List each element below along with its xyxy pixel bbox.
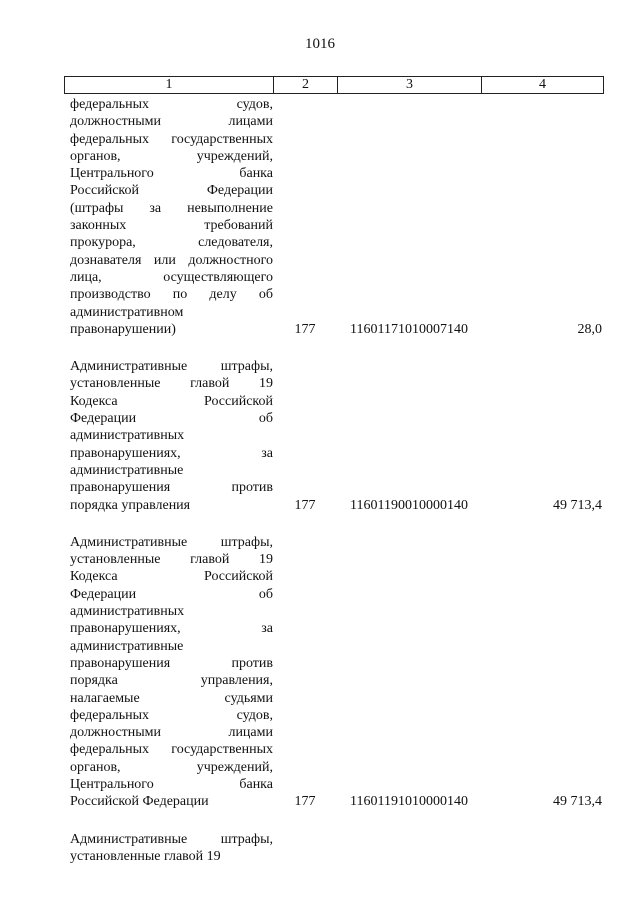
column-header-3: 3	[338, 77, 482, 93]
table-row	[64, 831, 604, 866]
description-line: правонарушениях, за	[70, 445, 273, 461]
description-line: правонарушении)	[70, 321, 176, 337]
row-admin-code: 177	[294, 497, 316, 513]
row-budget-code: 11601190010000140	[350, 497, 468, 513]
description-line: федеральных государственных	[70, 742, 273, 758]
description-line: порядка управления,	[70, 673, 273, 689]
description-line: административном	[70, 304, 184, 320]
description-line: прокурора, следователя,	[70, 235, 273, 251]
description-line: Административные штрафы,	[70, 359, 273, 375]
row-amount: 49 713,4	[553, 794, 602, 810]
description-line: правонарушения против	[70, 655, 273, 671]
description-line: Федерации об	[70, 411, 273, 427]
row-description	[70, 534, 273, 811]
description-line: Кодекса Российской	[70, 393, 273, 409]
description-line: административные	[70, 462, 184, 478]
description-line: установленные главой 19	[70, 848, 221, 864]
row-admin-code: 177	[294, 321, 316, 337]
column-header-1: 1	[65, 77, 274, 93]
description-line: органов, учреждений,	[70, 148, 273, 164]
row-description	[70, 358, 273, 514]
description-line: Центрального банка	[70, 776, 273, 792]
description-line: Административные штрафы,	[70, 534, 273, 550]
description-line: налагаемые судьями	[70, 690, 273, 706]
description-line: федеральных судов,	[70, 707, 273, 723]
description-line: административных	[70, 428, 185, 444]
description-line: административных	[70, 604, 185, 620]
description-line: Федерации об	[70, 586, 273, 602]
description-line: Административные штрафы,	[70, 831, 273, 847]
description-line: законных требований	[70, 218, 273, 234]
description-line: порядка управления	[70, 497, 191, 513]
row-description	[70, 96, 273, 338]
row-budget-code: 11601191010000140	[350, 794, 468, 810]
table-row	[64, 96, 604, 338]
description-line: Российской Федерации	[70, 794, 209, 810]
column-header-2: 2	[274, 77, 338, 93]
row-amount: 49 713,4	[553, 497, 602, 513]
row-admin-code: 177	[294, 794, 316, 810]
row-description	[70, 831, 273, 866]
table-row	[64, 534, 604, 811]
description-line: Кодекса Российской	[70, 569, 273, 585]
description-line: (штрафы за невыполнение	[70, 200, 273, 216]
row-amount: 28,0	[577, 321, 602, 337]
description-line: федеральных судов,	[70, 97, 273, 112]
budget-table	[64, 76, 604, 865]
description-line: административные	[70, 638, 184, 654]
description-line: правонарушения против	[70, 480, 273, 496]
description-line: установленные главой 19	[70, 552, 273, 568]
table-body	[64, 96, 604, 865]
description-line: Российской Федерации	[70, 183, 273, 199]
row-budget-code: 11601171010007140	[350, 321, 468, 337]
description-line: должностными лицами	[70, 725, 273, 741]
description-line: федеральных государственных	[70, 131, 273, 147]
description-line: должностными лицами	[70, 114, 273, 130]
page-number: 1016	[305, 36, 335, 52]
column-header-4: 4	[539, 77, 546, 92]
description-line: органов, учреждений,	[70, 759, 273, 775]
table-header-row	[64, 76, 604, 94]
description-line: производство по делу об	[70, 287, 273, 303]
description-line: дознавателя или должностного	[70, 252, 273, 268]
description-line: правонарушениях, за	[70, 621, 273, 637]
description-line: установленные главой 19	[70, 376, 273, 392]
description-line: лица, осуществляющего	[70, 269, 273, 285]
description-line: Центрального банка	[70, 166, 273, 182]
table-row	[64, 358, 604, 514]
